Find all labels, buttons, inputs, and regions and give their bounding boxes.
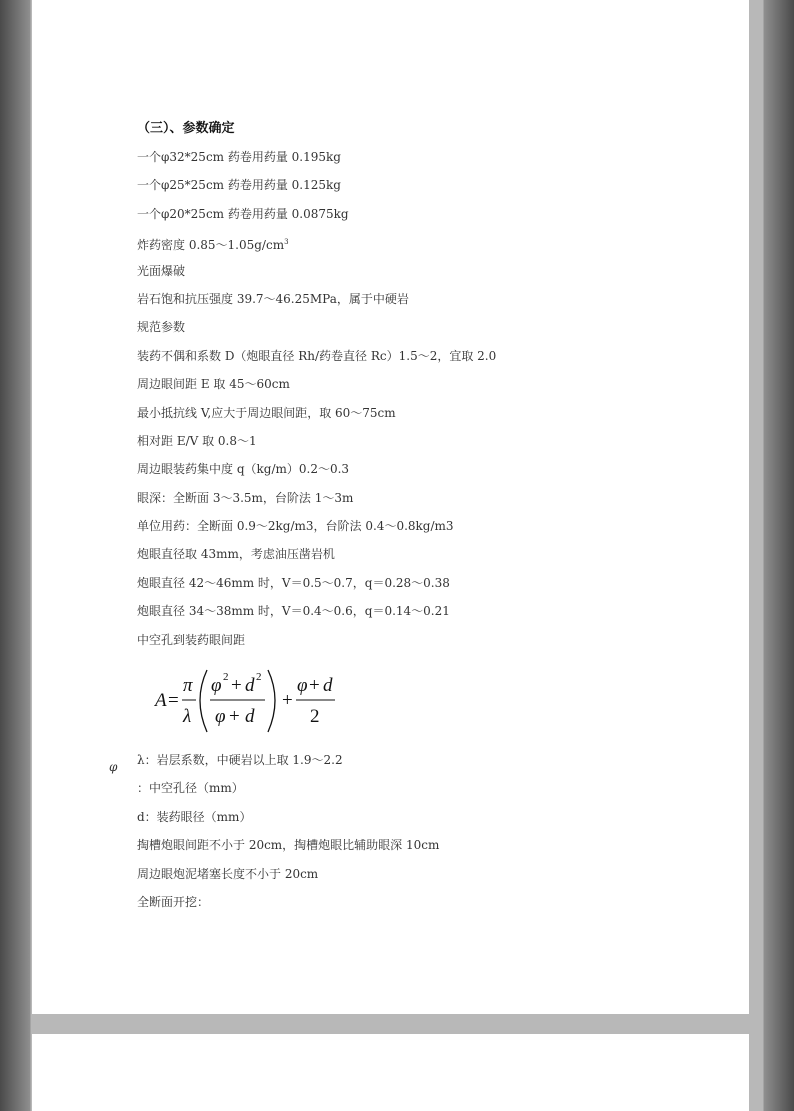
text-line: 最小抵抗线 V,应大于周边眼间距，取 60～75cm (137, 405, 396, 420)
text-line: 规范参数 (137, 320, 186, 335)
den-d: d (245, 706, 255, 728)
density-text: 炸药密度 0.85～1.05g/cm (137, 238, 285, 253)
text-line: 岩石饱和抗压强度 39.7～46.25MPa，属于中硬岩 (137, 291, 409, 306)
next-document-page (32, 1034, 749, 1111)
formula-plus: + (282, 690, 293, 712)
formula-equals: = (168, 690, 179, 712)
phi-symbol: φ (109, 760, 118, 774)
num-phi: φ (211, 675, 222, 697)
den-phi: φ (215, 706, 226, 728)
frac2-phi: φ (297, 675, 308, 697)
text-line: λ：岩层系数，中硬岩以上取 1.9～2.2 (137, 753, 343, 768)
frac2-plus: + (309, 675, 320, 697)
text-line: 单位用药：全断面 0.9～2kg/m3，台阶法 0.4～0.8kg/m3 (137, 519, 454, 534)
num-plus: + (231, 675, 242, 697)
text-line: 周边眼炮泥堵塞长度不小于 20cm (137, 866, 319, 881)
text-line: 炮眼直径取 43mm，考虑油压凿岩机 (137, 547, 335, 562)
document-content (137, 115, 697, 916)
text-line: 炮眼直径 34～38mm 时，V＝0.4～0.6，q＝0.14～0.21 (137, 604, 450, 619)
formula-pi: π (183, 675, 193, 697)
num-d-square: 2 (256, 671, 262, 684)
den-plus: + (229, 706, 240, 728)
text-line: 炮眼直径 42～46mm 时，V＝0.5～0.7，q＝0.28～0.38 (137, 575, 450, 590)
text-line: 周边眼间距 E 取 45～60cm (137, 377, 290, 392)
right-paren (268, 670, 275, 732)
text-line: 全断面开挖： (137, 894, 210, 909)
text-line: 装药不偶和系数 D（炮眼直径 Rh/药卷直径 Rc）1.5～2，宜取 2.0 (137, 348, 497, 363)
section-heading: （三）、参数确定 (137, 121, 235, 136)
frac2-d: d (323, 675, 333, 697)
text-line: 中空孔到装药眼间距 (137, 632, 246, 647)
spacing-formula (137, 654, 437, 746)
text-line: 眼深：全断面 3～3.5m，台阶法 1～3m (137, 490, 354, 505)
text-line: d：装药眼径（mm） (137, 809, 252, 824)
text-line: 一个φ32*25cm 药卷用药量 0.195kg (137, 150, 341, 164)
left-paren (200, 670, 207, 732)
text-line: 周边眼装药集中度 q（kg/m）0.2～0.3 (137, 462, 350, 477)
num-phi-square: 2 (223, 671, 229, 684)
frac2-two: 2 (310, 706, 320, 728)
text-line: 一个φ25*25cm 药卷用药量 0.125kg (137, 178, 341, 193)
text-line: ：中空孔径（mm） (137, 781, 244, 796)
formula-lambda: λ (183, 706, 192, 728)
text-line: 掏槽炮眼间距不小于 20cm，掏槽炮眼比辅助眼深 10cm (137, 838, 440, 853)
density-line (137, 228, 697, 256)
text-line: 光面爆破 (137, 263, 186, 278)
text-line: 一个φ20*25cm 药卷用药量 0.0875kg (137, 206, 349, 221)
density-superscript: 3 (284, 238, 289, 247)
num-d: d (245, 675, 255, 697)
text-line: 相对距 E/V 取 0.8～1 (137, 433, 257, 448)
formula-lhs: A (155, 690, 167, 712)
